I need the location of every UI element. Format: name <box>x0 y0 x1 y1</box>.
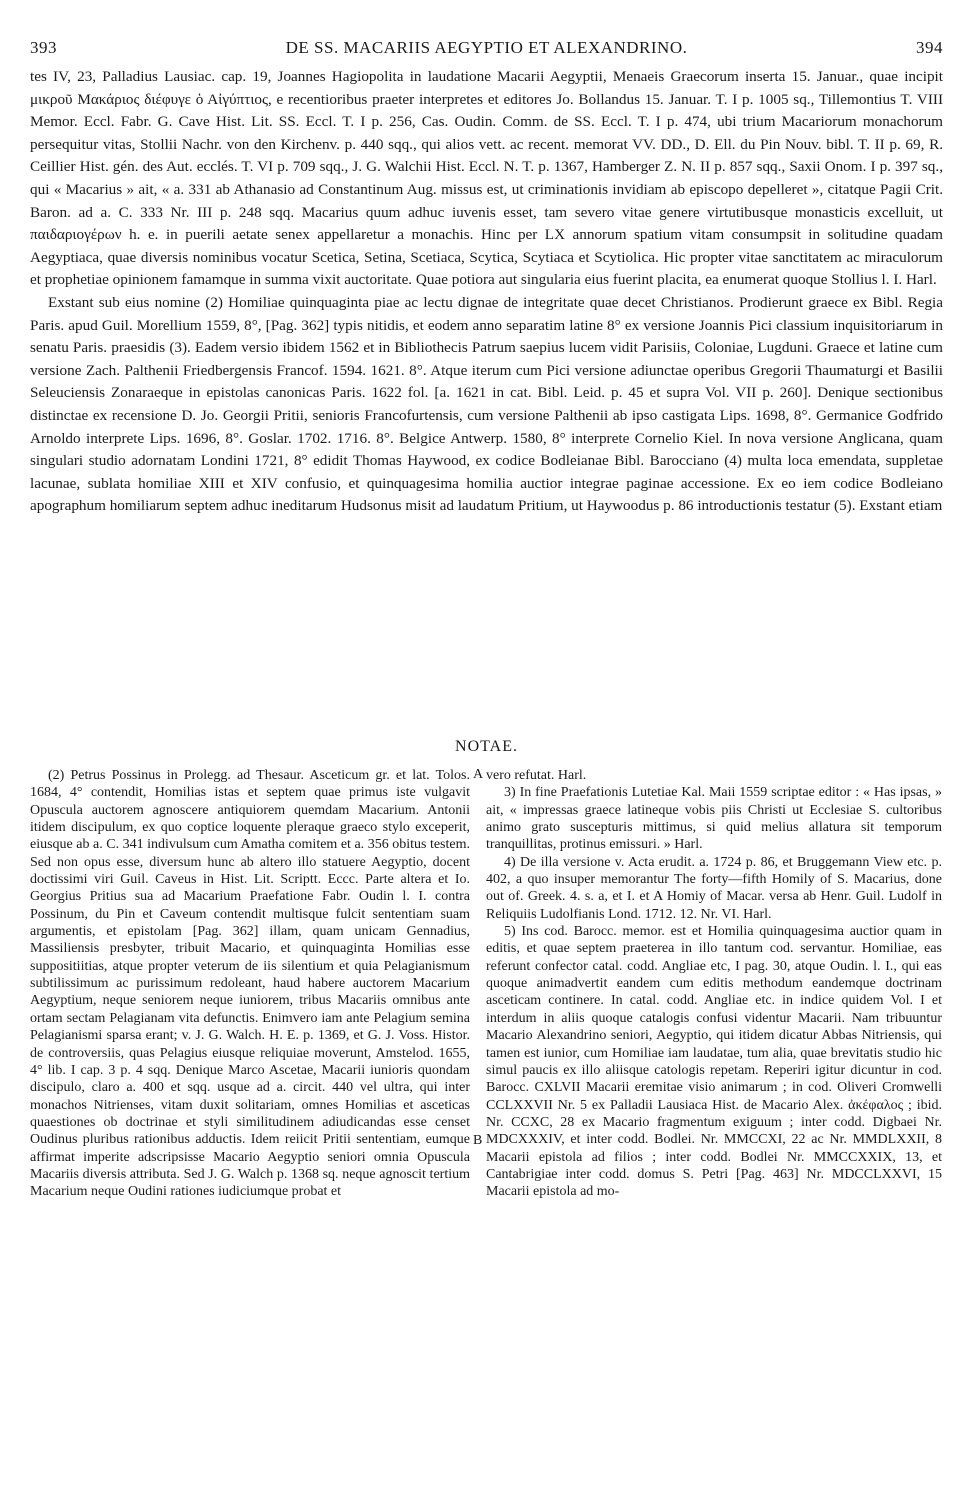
note-3: 3) In fine Praefationis Lutetiae Kal. Maii 1559 scriptae editor : « Has ipsas, » ait, « impressas graece latineque vobis piis Christi ut Ecclesiae S. cultoribus animo grato suscepturis mittimus, si quid melius allatura sit temporum tranquillitas, protinus emissuri. » Harl. <box>486 785 942 853</box>
marker-b: B <box>473 1133 483 1148</box>
body-paragraph-2: Exstant sub eius nomine (2) Homiliae quinquaginta piae ac lectu dignae de integritate quae decet Christianos. Prodierunt graece ex Bibl. Regia Paris. apud Guil. Morellium 1559, 8°, [Pag. 362] typis nitidis, et eodem anno separatim latine 8° ex versione Joannis Pici classium inquisitoriarum in senatu Paris. praesidis (3). Eadem versio ibidem 1562 et in Bibliothecis Patrum saepius lucem vidit Parisiis, Coloniae, Lugduni. Graece et latine cum versione Zach. Palthenii Friedbergensis Francof. 1594. 1621. 8°. Atque iterum cum Pici versione adiunctae operibus Gregorii Thaumaturgi et Basilii Seleuciensis Zonaraeque in epistolas canonicas Paris. 1622 fol. [a. 1621 in cat. Bibl. Leid. p. 45 et supra Vol. VII p. 260]. Denique sectionibus distinctae ex recensione D. Jo. Georgii Pritii, senioris Francofurtensis, cum versione Palthenii ab ipso castigata Lips. 1698, 8°. Germanice Godfrido Arnoldo interprete Lips. 1696, 8°. Goslar. 1702. 1716. 8°. Belgice Antwerp. 1580, 8° interprete Cornelio Kiel. In nova versione Anglicana, quam singulari studio adornatam Londini 1721, 8° edidit Thomas Haywood, ex codice Bodleianae Bibl. Barocciano (4) multa loca emendata, suppletae lacunae, sublata homiliae XIII et XIV confusio, et quinquagesima homilia auctior integrae paginae accessione. Ex eo iem codice Bodleiano apographum homiliarum septem adhuc ineditarum Hudsonus misit ad laudatum Pritium, ut Haywoodus p. 86 introductionis testatur (5). Exstant etiam <box>30 293 943 515</box>
note-4: 4) De illa versione v. Acta erudit. a. 1724 p. 86, et Bruggemann View etc. p. 402, a quo insuper memorantur The forty—fifth Homily of S. Macarius, done out of. Greek. 4. s. a, et I. et A Homiy of Macar. versa ab Henr. Guil. Ludolf in Reliquiis Ludolfianis Lond. 1712. 12. Nr. VI. Harl. <box>486 854 942 922</box>
note-2: (2) Petrus Possinus in Prolegg. ad Thesaur. Asceticum gr. et lat. Tolos. 1684, 4° contendit, Homilias istas et septem quae primus iste vulgavit Opuscula auctorem agnoscere antiquiorem quemdam Macarium. Antonii itidem discipulum, ex quo coptice loquente pleraque graeco stylo exceperit, eiusque ab a. C. 341 indivulsum cum Amatha comitem et a. 356 obitus testem. Sed non opus esse, diversum hunc ab altero illo statuere Aegyptio, docent doctissimi viri Guil. Caveus in Hist. Lit. Scriptt. Eccc. Parte altera et Io. Georgius Pritius sua ad Macarium Praefatione Fabr. Oudin l. I. contra Possinum, du Pin et Caveum contendit multisque fulcit sententiam suam argumentis, et epistolam [Pag. 362] illam, quam unicam Gennadius, Massiliensis presbyter, tribuit Macario, et quinquaginta Homilias esse suppositiitias, atque propter veterum de iis silentium et quia Pelagianismum subtilissimum ac purissimum redoleant, haud habere auctorem Macarium Aegyptium, neque seniorem neque iuniorem, tribus Macariis omnibus ante ortam sectam Pelagianam vita defunctis. Enimvero iam ante Pelagium semina Pelagianismi sparsa erant; v. J. G. Walch. H. E. p. 1369, et G. J. Voss. Histor. de controversiis, quas Pelagius eiusque reliquiae moverunt, Amstelod. 1655, 4° lib. I cap. 3 p. 4 sqq. Denique Marco Ascetae, Macarii iunioris quondam discipulo, claro a. 400 et sqq. usque ad a. circit. 440 vel ultra, qui inter monachos Nitrienses, vitam duxit solitariam, omnes Homilias et asceticas quaestiones ob doctrinae et styli similitudinem adiudicandas esse censet Oudinus pluribus rationibus adductis. Idem reiicit Pritii sententiam, eumque affirmat imperite adscripsisse Macario Aegyptio seniori omnia Opuscula Macariis diversis attributa. Sed J. G. Walch p. 1368 sq. neque agnoscit tertium Macarium neque Oudini rationes iudiciumque probat et <box>30 768 470 1200</box>
notes-left-column <box>30 767 470 1201</box>
main-text <box>30 66 943 518</box>
notes-heading: NOTAE. <box>455 738 518 755</box>
page-number-left: 393 <box>30 38 57 57</box>
note-5: 5) Ins cod. Barocc. memor. est et Homilia quinquagesima auctior quam in editis, et quae septem praeterea in illo tantum cod. servantur. Homiliae, eas referunt confector catal. codd. Angliae etc, I pag. 30, atque Oudin. l. I., qui eas quoque animadvertit eandem cum editis methodum eandemque doctrinam asceticam continere. In catal. codd. Angliae etc. in indice quidem Vol. I et interdum in aliis quoque catalogis confusi videntur Macarii. Nam tribuuntur Macario Alexandrino seniori, Aegyptio, qui itidem dicatur Abbas Nitriensis, qui tamen est iunior, cum Homiliae iam laudatae, tum alia, quae brevitatis studio hic simul paucis ex illo aliisque catologis repetam. Reperiri igitur dicuntur in cod. Barocc. CXLVII Macarii eremitae visio animarum ; in cod. Oliveri Cromwelli CCLXXVII Nr. 5 ex Palladii Lausiaca Hist. de Macario Alex. ἀκέφαλος ; ibid. Nr. CCXC, 28 ex Macario fragmentum exiguum ; inter codd. Digbaei Nr. MDCXXXIV, et inter codd. Bodlei. Nr. MMCCXI, 22 ac Nr. MMDLXXII, 8 Macarii epistola ad filios ; inter codd. Bodlei Nr. MMCCXXIX, 13, et Cantabrigiae inter codd. domus S. Petri [Pag. 463] Nr. MDCCLXXVI, 15 Macarii epistola ad mo- <box>486 924 942 1200</box>
running-title: DE SS. MACARIIS AEGYPTIO ET ALEXANDRINO. <box>285 38 688 57</box>
page-header <box>30 38 943 62</box>
page-number-right: 394 <box>916 38 943 57</box>
body-paragraph-1: tes IV, 23, Palladius Lausiac. cap. 19, Joannes Hagiopolita in laudatione Macarii Aegyptii, Menaeis Graecorum inserta 15. Januar., quae incipit μικροῦ Μακάριος διέφυγε ὁ Αἰγύπτιος, e recentioribus praeter interpretes et editores Jo. Bollandus 15. Januar. T. I p. 1005 sq., Tillemontius T. VIII Memor. Eccl. Fabr. G. Cave Hist. Lit. SS. Eccl. T. I p. 256, Cas. Oudin. Comm. de SS. Eccl. T. I p. 474, ubi trium Macariorum monachorum persequitur vitas, Stollii Nachr. von den Kirchenv. p. 440 sqq., qui alios vett. ac recent. memorat VV. DD., D. Ell. du Pin Nouv. bibl. T. II p. 69, R. Ceillier Hist. gén. des Aut. ecclés. T. VI p. 709 sqq., J. G. Walchii Hist. Eccl. N. T. p. 1367, Hamberger Z. N. II p. 857 sqq., Saxii Onom. I p. 397 sq., qui « Macarius » ait, « a. 331 ab Athanasio ad Constantinum Aug. missus est, ut criminationis invidiam ab episcopo depelleret », citatque Pagii Crit. Baron. ad a. C. 333 Nr. III p. 248 sqq. Macarius quum adhuc iuvenis esset, tam severo vitae genere virtutibusque monasticis excelluit, ut παιδαριογέρων h. e. in puerili aetate senex appellaretur a monachis. Hinc per LX annorum spatium vitam consumpsit in solitudine quadam Aegyptiaca, quae diversis nominibus vocatur Scetica, Setina, Scetiaca, Scytica, Scytiaca et Scytiolica. Hic propter vitae sanctitatem ac miraculorum et prophetiae opinionem famamque in summa vixit auctoritate. Quae potiora aut singularia eius fuerint placita, ea enumerat quoque Stollius l. I. Harl. <box>30 68 943 289</box>
note-continuation: vero refutat. Harl. <box>486 768 587 783</box>
notes-right-column <box>486 767 942 1201</box>
marker-a: A <box>473 767 484 782</box>
